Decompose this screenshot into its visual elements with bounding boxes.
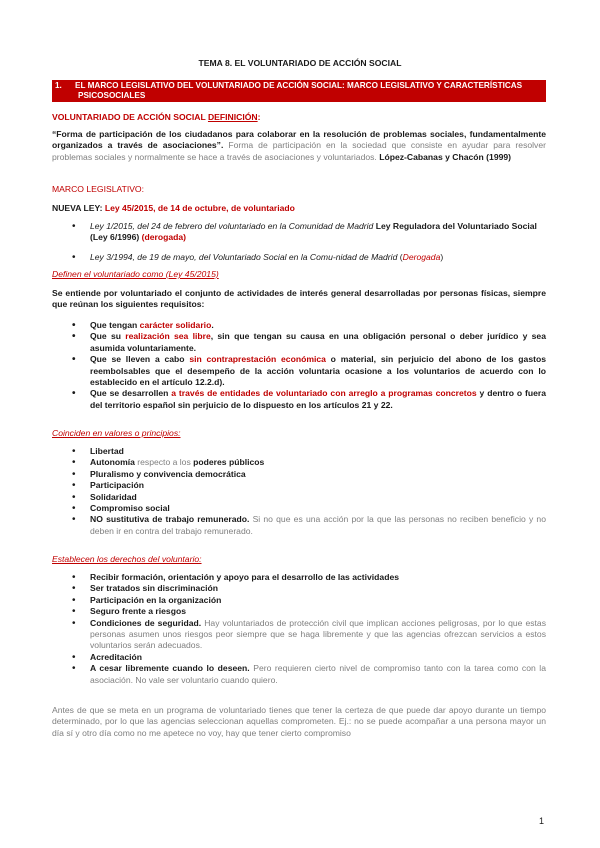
req-text: Que se lleven a cabo [90, 354, 190, 365]
section-title-line1: EL MARCO LEGISLATIVO DEL VOLUNTARIADO DE ACCIÓN SOCIAL: MARCO LEGISLATIVO Y CARACTERÍSTICAS [75, 81, 523, 90]
law-regulation: Ley Reguladora del Voluntariado Social (Ley 6/1996) [90, 221, 537, 243]
req-highlight: carácter solidario [139, 320, 212, 330]
nueva-ley [52, 203, 546, 214]
law-name: Ley 1/2015, del 24 de febrero del voluntariado en la Comunidad de Madrid [90, 221, 374, 231]
list-item [52, 514, 546, 537]
law-name: Ley 3/1994, de 19 de mayo, del Voluntariado Social en la Comu-nidad de Madrid [90, 251, 398, 262]
value-name: Pluralismo y convivencia democrática [90, 468, 246, 479]
nueva-ley-value: Ley 45/2015, de 14 de octubre, de voluntariado [104, 203, 295, 213]
list-item [52, 572, 546, 583]
definition-explanation: Forma de participación en la sociedad que consiste en ayudar para resolver problemas sociales y normalmente se hace a través de asociaciones y voluntariados. [52, 140, 546, 162]
value-name: Solidaridad [90, 491, 137, 502]
section-title-line2: PSICOSOCIALES [78, 91, 146, 101]
req-text: y dentro o fuera del territorio español sin perjuicio de lo dispuesto en los artículos 21 y 22. [90, 388, 546, 410]
section-number: 1. [55, 81, 62, 90]
value-note: respecto a los [134, 457, 194, 468]
definition-paragraph [52, 129, 546, 163]
right-name: A cesar libremente cuando lo deseen. [90, 663, 250, 674]
list-item [52, 606, 546, 617]
req-text: . [211, 320, 214, 330]
right-name: Participación en la organización [90, 594, 222, 605]
req-highlight: a través de entidades de voluntariado con arreglo a programas concretos [171, 388, 477, 399]
law-status: Derogada [402, 251, 441, 262]
nueva-ley-label: NUEVA LEY [52, 203, 100, 213]
right-name: Recibir formación, orientación y apoyo para el desarrollo de las actividades [90, 572, 400, 582]
list-item [52, 618, 546, 652]
list-item [52, 354, 546, 388]
req-highlight: sin contraprestación económica [189, 354, 326, 365]
list-item [52, 446, 546, 457]
document-title: TEMA 8. EL VOLUNTARIADO DE ACCIÓN SOCIAL [198, 58, 402, 68]
value-name: Compromiso social [90, 503, 170, 514]
value-note: Si no que es una acción por la que las personas no reciben beneficio y no deben ir en contra del trabajo remunerado. [90, 514, 546, 536]
list-item [52, 252, 546, 263]
rights-heading: Establecen los derechos del voluntario: [52, 554, 202, 564]
page-number: 1 [538, 816, 544, 826]
law-status: (derogada) [139, 232, 187, 243]
right-name: Seguro frente a riesgos [90, 606, 186, 617]
list-item [52, 320, 546, 331]
law-status-open: ( [397, 251, 403, 262]
req-text: Que su [90, 331, 126, 342]
definition-colon: : [257, 112, 261, 122]
list-item [52, 457, 546, 468]
list-item [52, 595, 546, 606]
define-intro: Se entiende por voluntariado el conjunto de actividades de interés general desarrolladas por personas físicas, siempre que reúnan los siguientes requisitos: [52, 288, 546, 310]
law-status-close: ) [440, 251, 444, 262]
nueva-ley-colon: : [99, 203, 105, 213]
list-item [52, 663, 546, 686]
right-name: Acreditación [90, 651, 143, 662]
right-name: Condiciones de seguridad. [90, 617, 202, 628]
value-name: Participación [90, 480, 144, 491]
definition-heading-text: VOLUNTARIADO DE ACCIÓN SOCIAL [52, 112, 208, 122]
list-item [52, 388, 546, 411]
define-heading: Definen el voluntariado como (Ley 45/2015) [52, 269, 219, 279]
right-name: Ser tratados sin discriminación [90, 583, 218, 594]
laws-list [52, 221, 546, 263]
right-note: Pero requieren cierto nivel de compromiso tanto con la tarea como con la asociación. No vale ser voluntario cuando quiero. [90, 663, 546, 685]
definition-heading [52, 112, 546, 123]
req-text: , sin que tengan su causa en una obligación personal o deber jurídico y sea asumida voluntariamente. [90, 331, 546, 353]
closing-paragraph: Antes de que se meta en un programa de voluntariado tienes que tener la certeza de que puede dar apoyo durante un tiempo determinado, por lo que las agencias seleccionan aquellas comprometen. Ej.: no se puede acompañar a una persona mayor un día sí y otro día como no me apetece no voy, hay que tener cierto compromiso [52, 705, 546, 738]
values-list [52, 446, 546, 537]
list-item [52, 583, 546, 594]
rights-list [52, 572, 546, 686]
list-item [52, 492, 546, 503]
marco-heading: MARCO LEGISLATIVO: [52, 184, 145, 194]
list-item [52, 221, 546, 244]
requirements-list [52, 320, 546, 411]
definition-citation: López-Cabanas y Chacón (1999) [376, 151, 512, 162]
req-highlight: realización sea libre [125, 331, 211, 342]
req-text: Que se desarrollen [90, 388, 172, 399]
list-item [52, 331, 546, 354]
value-name: Autonomía [90, 457, 135, 468]
list-item [52, 652, 546, 663]
list-item [52, 503, 546, 514]
definition-quote: “Forma de participación de los ciudadanos para colaborar en la resolución de problemas sociales, fundamentalmente organizados a través de asociaciones”. [52, 129, 546, 151]
list-item [52, 469, 546, 480]
section-header [52, 80, 546, 102]
value-name: Libertad [90, 446, 124, 456]
right-note: Hay voluntariados de protección civil que implican acciones peligrosas, por lo que estas personas asumen unos riesgos peor siempre que se haga libremente y que las agencias ofrezcan servicios a estos voluntarios serán adecuados. [90, 617, 547, 651]
definition-link[interactable]: DEFINICIÓN [207, 112, 258, 122]
req-text: Que tengan [90, 320, 140, 330]
value-name: poderes públicos [193, 457, 265, 468]
value-name: NO sustitutiva de trabajo remunerado. [90, 514, 250, 525]
req-text: o material, sin perjuicio del abono de los gastos reembolsables que el desempeño de la acción voluntaria ocasione a los voluntarios de acuerdo con lo establecido en el artículo 12.2.d). [90, 354, 546, 388]
values-heading: Coinciden en valores o principios: [52, 428, 181, 438]
list-item [52, 480, 546, 491]
